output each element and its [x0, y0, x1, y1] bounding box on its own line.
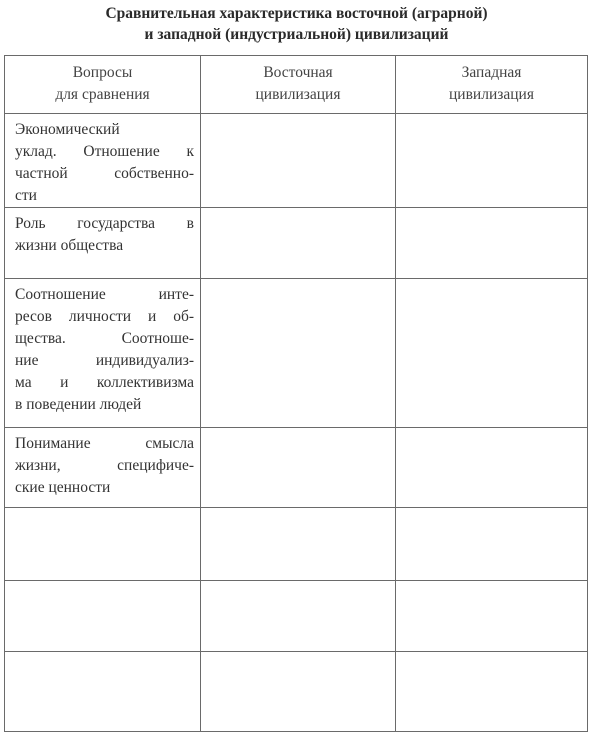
question-cell [5, 114, 201, 208]
west-answer-cell[interactable] [396, 652, 588, 732]
table-header-row [5, 56, 588, 114]
west-answer-cell[interactable] [396, 428, 588, 508]
header-east [201, 56, 396, 114]
question-line: Соотношение инте- [15, 286, 194, 303]
table-row [5, 581, 588, 652]
header-questions-line-2: для сравнения [55, 86, 150, 103]
question-line: уклад. Отношение к [15, 143, 194, 160]
question-line: ские ценности [15, 479, 111, 496]
east-answer-cell[interactable] [201, 652, 396, 732]
west-answer-cell[interactable] [396, 279, 588, 428]
question-line: ресов личности и об- [15, 308, 194, 325]
east-answer-cell[interactable] [201, 508, 396, 581]
question-cell[interactable] [5, 581, 201, 652]
question-cell[interactable] [5, 508, 201, 581]
west-answer-cell[interactable] [396, 114, 588, 208]
table-row [5, 279, 588, 428]
comparison-table [4, 55, 588, 732]
question-line: Понимание смысла [15, 435, 194, 452]
question-cell [5, 428, 201, 508]
east-answer-cell[interactable] [201, 208, 396, 279]
question-line: ние индивидуализ- [15, 352, 194, 369]
east-answer-cell[interactable] [201, 279, 396, 428]
table-title [0, 3, 593, 45]
table-row [5, 208, 588, 279]
west-answer-cell[interactable] [396, 581, 588, 652]
table-title-line-2: и западной (индустриальной) цивилизаций [144, 26, 449, 43]
question-line: частной собственно- [15, 165, 194, 182]
question-line: жизни общества [15, 237, 124, 254]
header-west-line-2: цивилизация [449, 86, 534, 103]
header-questions-line-1: Вопросы [72, 64, 133, 81]
question-line: ма и коллективизма [15, 374, 194, 391]
question-cell [5, 208, 201, 279]
question-cell [5, 279, 201, 428]
question-line: Экономический [15, 121, 120, 138]
west-answer-cell[interactable] [396, 208, 588, 279]
table-row [5, 652, 588, 732]
table-row [5, 114, 588, 208]
question-line: жизни, специфиче- [15, 457, 194, 474]
table-row [5, 428, 588, 508]
header-east-line-2: цивилизация [255, 86, 341, 103]
west-answer-cell[interactable] [396, 508, 588, 581]
header-west [396, 56, 588, 114]
east-answer-cell[interactable] [201, 114, 396, 208]
question-line: щества. Соотноше- [15, 330, 194, 347]
question-cell[interactable] [5, 652, 201, 732]
table-title-line-1: Сравнительная характеристика восточной (аграрной) [105, 5, 488, 22]
header-questions [5, 56, 201, 114]
east-answer-cell[interactable] [201, 581, 396, 652]
header-east-line-1: Восточная [263, 64, 333, 81]
question-line: в поведении людей [15, 396, 142, 413]
east-answer-cell[interactable] [201, 428, 396, 508]
table-row [5, 508, 588, 581]
header-west-line-1: Западная [461, 64, 522, 81]
question-line: Роль государства в [15, 215, 194, 232]
question-line: сти [15, 187, 37, 204]
